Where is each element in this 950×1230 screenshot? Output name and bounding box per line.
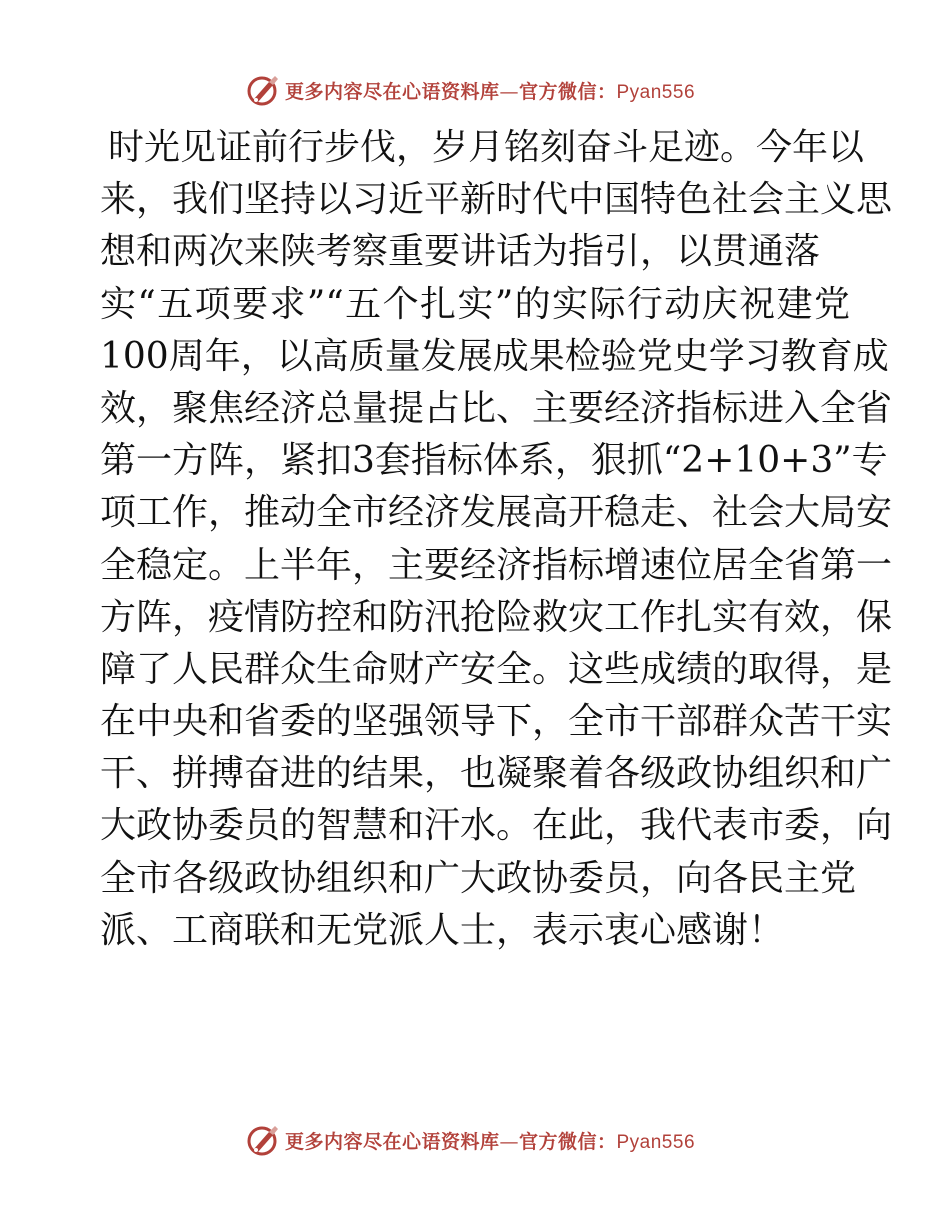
pen-logo-icon: [245, 72, 281, 108]
header-contact-label: 官方微信：: [518, 80, 617, 103]
footer-contact-id: Pyan556: [616, 1131, 696, 1153]
header-site-text: 更多内容尽在心语资料库: [284, 80, 500, 103]
text-line: 时光见证前行步伐，岁月铭刻奋斗足迹。今年以: [108, 127, 865, 168]
footer-separator: —: [499, 1130, 519, 1153]
text-line: 想和两次来陕考察重要讲话为指引，以贯通落: [100, 231, 821, 273]
text-line: 全稳定。上半年，主要经济指标增速位居全省第一: [100, 544, 893, 586]
pen-logo-icon: [245, 1122, 281, 1158]
text-line: 派、工商联和无党派人士，表示衷心感谢！: [100, 909, 785, 951]
header-contact-id: Pyan556: [616, 81, 696, 103]
text-line: 障了人民群众生命财产安全。这些成绩的取得，是: [100, 648, 893, 690]
text-line: 100周年，以高质量发展成果检验党史学习教育成: [100, 335, 889, 377]
text-line: 大政协委员的智慧和汗水。在此，我代表市委，向: [100, 805, 893, 847]
footer-site-text: 更多内容尽在心语资料库: [284, 1130, 500, 1153]
text-line: 方阵，疫情防控和防汛抢险救灾工作扎实有效，保: [100, 596, 893, 638]
text-line: 第一方阵，紧扣3套指标体系，狠抓“2+10+3”专: [100, 440, 888, 482]
text-line: 干、拼搏奋进的结果，也凝聚着各级政协组织和广: [100, 753, 893, 795]
text-line: 项工作，推动全市经济发展高开稳走、社会大局安: [100, 492, 893, 534]
footer-watermark: [0, 1120, 950, 1160]
header-separator: —: [499, 80, 519, 103]
header-watermark: [0, 70, 950, 110]
footer-contact-label: 官方微信：: [518, 1130, 617, 1153]
document-body: [100, 122, 893, 957]
text-line: 实“五项要求”“五个扎实”的实际行动庆祝建党: [100, 283, 850, 325]
text-line: 来，我们坚持以习近平新时代中国特色社会主义思: [100, 179, 893, 221]
text-line: 全市各级政协组织和广大政协委员，向各民主党: [100, 857, 857, 899]
text-line: 在中央和省委的坚强领导下，全市干部群众苦干实: [100, 701, 893, 743]
text-line: 效，聚焦经济总量提占比、主要经济指标进入全省: [100, 387, 893, 429]
